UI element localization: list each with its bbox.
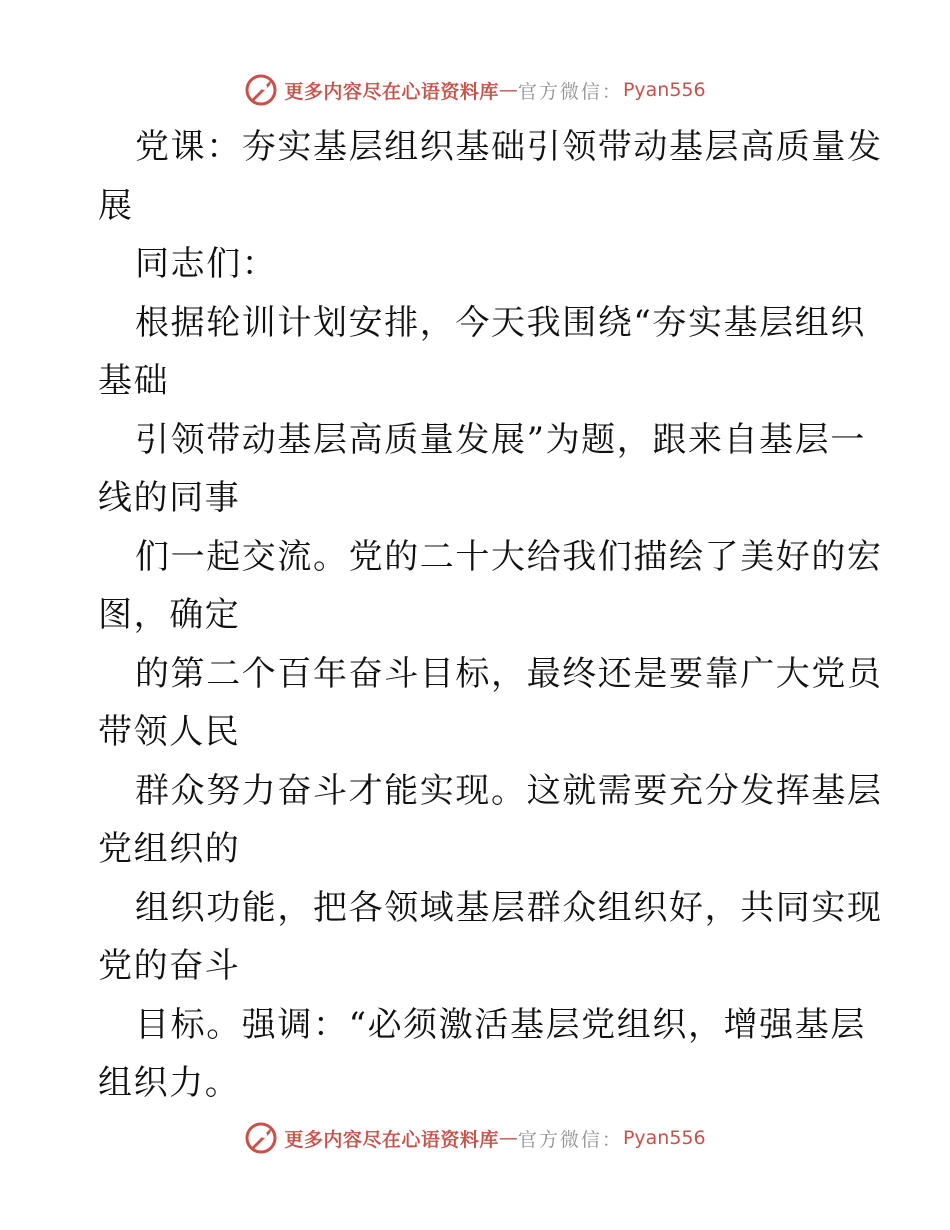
watermark-title: 更多内容尽在心语资料库: [284, 1128, 499, 1151]
doc-text-line: 群众努力奋斗才能实现。这就需要充分发挥基层: [135, 770, 883, 811]
watermark-dash: —: [498, 79, 518, 101]
doc-text-line: 们一起交流。党的二十大给我们描绘了美好的宏: [135, 536, 883, 577]
watermark-subtitle: 官方微信：: [517, 1128, 623, 1151]
footer-watermark: [0, 1118, 950, 1158]
doc-text-line: 引领带动基层高质量发展”为题，跟来自基层一: [135, 419, 866, 460]
doc-text-line: 组织力。: [98, 1063, 241, 1103]
doc-text-line: 党组织的: [98, 829, 241, 869]
doc-text-line: 目标。强调：“必须激活基层党组织，增强基层: [135, 1004, 866, 1045]
quill-logo-icon: [244, 1121, 278, 1155]
doc-text-line: 党的奋斗: [98, 946, 241, 986]
doc-text-line: 根据轮训计划安排，今天我围绕“夯实基层组织: [135, 302, 866, 343]
quill-logo-icon: [244, 73, 278, 107]
doc-text-line: 带领人民: [98, 712, 241, 752]
doc-salutation: 同志们：: [135, 244, 278, 284]
doc-text-line: 组织功能，把各领域基层群众组织好，共同实现: [135, 887, 883, 928]
doc-text-line: 线的同事: [98, 478, 241, 518]
watermark-wechat-id: Pyan556: [622, 79, 706, 101]
document-body: [98, 118, 883, 1113]
doc-text-line: 基础: [98, 361, 170, 401]
doc-text-line: 的第二个百年奋斗目标，最终还是要靠广大党员: [135, 653, 883, 694]
doc-title-line-2: 展: [98, 185, 134, 226]
header-watermark: [0, 70, 950, 110]
doc-text-line: 图，确定: [98, 595, 241, 635]
watermark-dash: —: [498, 1127, 518, 1149]
watermark-title: 更多内容尽在心语资料库: [284, 80, 499, 103]
watermark-subtitle: 官方微信：: [517, 80, 623, 103]
doc-title-line-1: 党课：夯实基层组织基础引领带动基层高质量发: [135, 127, 883, 167]
watermark-wechat-id: Pyan556: [622, 1127, 706, 1149]
